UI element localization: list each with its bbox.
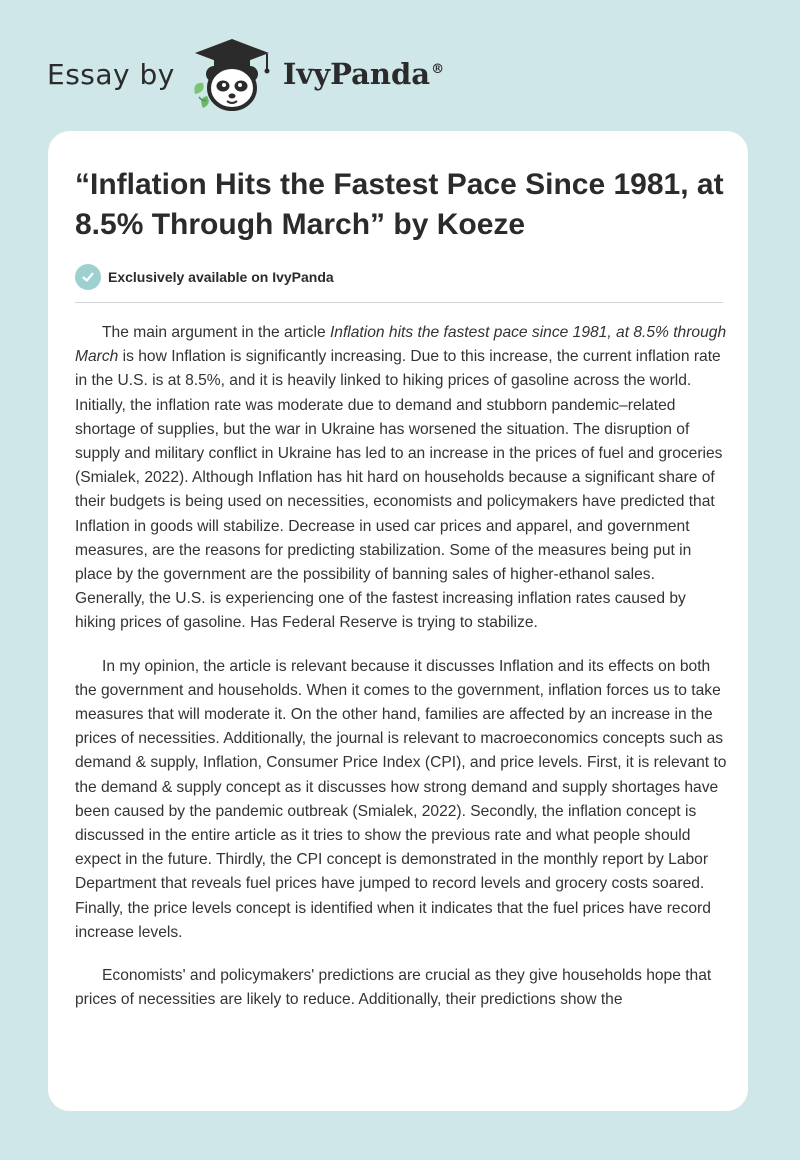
paragraph-3: Economists' and policymakers' predictions are crucial as they give households hope that prices of necessities are likely to reduce. Additionally, their predictions show the bbox=[75, 967, 712, 1009]
brand-prefix: Essay by bbox=[47, 57, 175, 91]
paragraph-2: In my opinion, the article is relevant because it discusses Inflation and its effects on both the government and households. When it comes to the government, inflation forces us to take measures that will moderate it. On the other hand, families are affected by an increase in the prices of necessities. Additionally, the journal is relevant to macroeconomics concepts such as demand & supply, Inflation, Consumer Price Index (CPI), and price levels. First, it is relevant to the demand & supply concept as it discusses how strong demand and supply shortages have been caused by the pandemic outbreak (Smialek, 2022). Secondly, the inflation concept is discussed in the entire article as it tries to show the previous rate and what people should expect in the future. Thirdly, the CPI concept is demonstrated in the monthly report by Labor Department that reveals fuel prices have jumped to record levels and grocery costs soared. Finally, the price levels concept is identified when it indicates that the fuel prices have record increase levels. bbox=[75, 657, 727, 941]
paragraph-1-rest: is how Inflation is significantly increasing. Due to this increase, the current inflation rate in the U.S. is at 8.5%, and it is heavily linked to hiking prices of gasoline across the world. Initially, the inflation rate was moderate due to demand and stubborn pandemic–related shortage of supplies, but the war in Ukraine has worsened the situation. The disruption of supply and military conflict in Ukraine has led to an increase in the prices of fuel and groceries (Smialek, 2022). Although Inflation has hit hard on households because a significant share of their budgets is being used on necessities, economists and policymakers have predicted that Inflation in goods will stabilize. Decrease in used car prices and apparel, and government measures, are the reasons for predicting stabilization. Some of the measures being put in place by the government are the possibility of banning sales of higher-ethanol sales. Generally, the U.S. is experiencing one of the fastest increasing inflation rates caused by hiking prices of gasoline. Has Federal Reserve is trying to stabilize. bbox=[75, 348, 723, 632]
panda-graduation-cap-icon bbox=[189, 34, 275, 114]
article-title-reference: Inflation hits the fastest pace since 1981, at 8.5% through March bbox=[75, 324, 727, 366]
availability-badge bbox=[75, 264, 334, 290]
brand-name-text: IvyPanda bbox=[282, 57, 431, 91]
ivypanda-logo-link[interactable] bbox=[189, 34, 275, 114]
paragraph-1 bbox=[75, 321, 727, 636]
essay-card bbox=[48, 131, 748, 1111]
checkmark-icon bbox=[75, 264, 101, 290]
essay-title: “Inflation Hits the Fastest Pace Since 1981, at 8.5% Through March” by Koeze bbox=[75, 168, 724, 241]
brand-name bbox=[283, 57, 444, 91]
badge-label: Exclusively available on IvyPanda bbox=[108, 269, 334, 285]
brand-header bbox=[47, 34, 444, 114]
essay-body bbox=[75, 321, 727, 1031]
paragraph-1-lead: The main argument in the article bbox=[102, 324, 330, 341]
title-divider bbox=[75, 302, 723, 303]
registered-mark: ® bbox=[431, 62, 445, 78]
text-fade-overlay bbox=[48, 1071, 748, 1111]
